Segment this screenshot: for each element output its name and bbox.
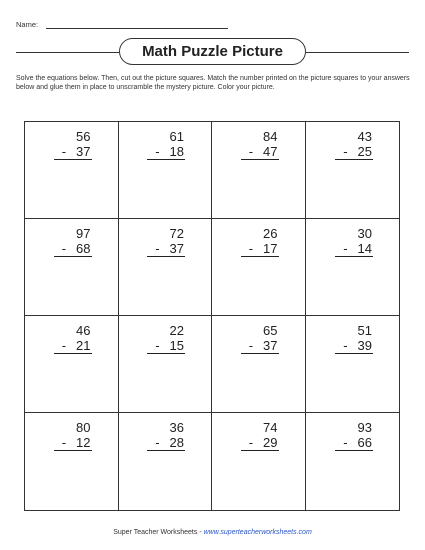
subtrahend: 39	[357, 338, 372, 353]
minus-sign: -	[155, 241, 160, 256]
subtrahend: 28	[169, 435, 184, 450]
subtrahend-row	[54, 338, 92, 354]
minuend: 72	[169, 226, 184, 241]
subtrahend-row	[241, 338, 279, 354]
instructions: Solve the equations below. Then, cut out the picture squares. Match the number printed on the picture squares to your answers below and glue them in place to unscramble the mystery picture. Color your picture.	[16, 75, 410, 92]
name-label: Name:	[16, 20, 39, 29]
subtraction-problem	[241, 226, 279, 257]
subtrahend: 18	[169, 144, 184, 159]
problem-cell	[212, 219, 306, 316]
problem-cell	[306, 219, 400, 316]
subtrahend: 21	[76, 338, 91, 353]
problem-cell	[25, 316, 119, 413]
minuend: 36	[169, 420, 184, 435]
subtrahend: 14	[357, 241, 372, 256]
subtrahend-row	[241, 144, 279, 160]
subtrahend: 37	[263, 338, 278, 353]
title-rule-right	[306, 52, 409, 53]
footer-url[interactable]: www.superteacherworksheets.com	[203, 529, 312, 536]
minus-sign: -	[61, 435, 67, 450]
subtrahend-row	[54, 144, 92, 160]
minuend: 74	[263, 420, 278, 435]
subtrahend-row	[335, 338, 373, 354]
name-line[interactable]	[46, 28, 228, 29]
subtrahend-row	[147, 241, 185, 257]
subtraction-problem	[147, 420, 185, 451]
minus-sign: -	[343, 338, 348, 353]
subtraction-problem	[54, 226, 92, 257]
problem-cell	[212, 122, 306, 219]
subtrahend-row	[147, 338, 185, 354]
subtraction-problem	[335, 129, 373, 160]
footer-separator: -	[197, 529, 204, 536]
subtraction-problem	[54, 420, 92, 451]
subtraction-problem	[241, 129, 279, 160]
problem-cell	[212, 413, 306, 510]
minuend: 26	[263, 226, 278, 241]
problem-cell	[25, 219, 119, 316]
minuend: 46	[76, 323, 91, 338]
minus-sign: -	[343, 144, 348, 159]
subtrahend-row	[241, 435, 279, 451]
subtrahend-row	[241, 241, 279, 257]
subtrahend: 37	[169, 241, 184, 256]
subtraction-problem	[54, 323, 92, 354]
minuend: 30	[357, 226, 372, 241]
problem-cell	[119, 219, 213, 316]
subtrahend: 25	[357, 144, 372, 159]
subtraction-problem	[147, 129, 185, 160]
subtrahend: 68	[76, 241, 91, 256]
problem-cell	[306, 122, 400, 219]
minuend: 61	[169, 129, 184, 144]
problem-cell	[25, 413, 119, 510]
problem-cell	[212, 316, 306, 413]
subtrahend-row	[147, 435, 185, 451]
problem-cell	[306, 413, 400, 510]
subtraction-problem	[241, 323, 279, 354]
footer-brand: Super Teacher Worksheets	[113, 529, 198, 536]
minuend: 56	[76, 129, 91, 144]
subtrahend: 47	[263, 144, 278, 159]
title-rule-left	[16, 52, 119, 53]
footer	[0, 529, 425, 536]
subtraction-problem	[335, 323, 373, 354]
problem-grid	[24, 121, 400, 511]
problem-cell	[25, 122, 119, 219]
subtraction-problem	[335, 226, 373, 257]
subtrahend: 15	[169, 338, 184, 353]
subtrahend: 17	[263, 241, 278, 256]
problem-cell	[119, 413, 213, 510]
subtrahend-row	[54, 241, 92, 257]
minuend: 84	[263, 129, 278, 144]
subtraction-problem	[241, 420, 279, 451]
subtraction-problem	[147, 226, 185, 257]
minuend: 93	[357, 420, 372, 435]
subtrahend: 37	[76, 144, 91, 159]
minus-sign: -	[61, 241, 67, 256]
subtraction-problem	[54, 129, 92, 160]
problem-cell	[119, 122, 213, 219]
minus-sign: -	[61, 338, 67, 353]
minuend: 51	[357, 323, 372, 338]
subtraction-problem	[335, 420, 373, 451]
minus-sign: -	[248, 435, 254, 450]
subtraction-problem	[147, 323, 185, 354]
subtrahend-row	[335, 144, 373, 160]
minuend: 22	[169, 323, 184, 338]
minus-sign: -	[248, 144, 254, 159]
subtrahend-row	[54, 435, 92, 451]
minuend: 97	[76, 226, 91, 241]
minus-sign: -	[248, 338, 254, 353]
minuend: 65	[263, 323, 278, 338]
page-title: Math Puzzle Picture	[119, 38, 306, 65]
minus-sign: -	[343, 435, 348, 450]
minuend: 80	[76, 420, 91, 435]
subtrahend: 12	[76, 435, 91, 450]
problem-cell	[119, 316, 213, 413]
minus-sign: -	[155, 144, 160, 159]
minuend: 43	[357, 129, 372, 144]
subtrahend-row	[335, 241, 373, 257]
problem-cell	[306, 316, 400, 413]
minus-sign: -	[155, 338, 160, 353]
subtrahend-row	[335, 435, 373, 451]
minus-sign: -	[61, 144, 67, 159]
minus-sign: -	[248, 241, 254, 256]
minus-sign: -	[343, 241, 348, 256]
subtrahend-row	[147, 144, 185, 160]
subtrahend: 66	[357, 435, 372, 450]
subtrahend: 29	[263, 435, 278, 450]
minus-sign: -	[155, 435, 160, 450]
